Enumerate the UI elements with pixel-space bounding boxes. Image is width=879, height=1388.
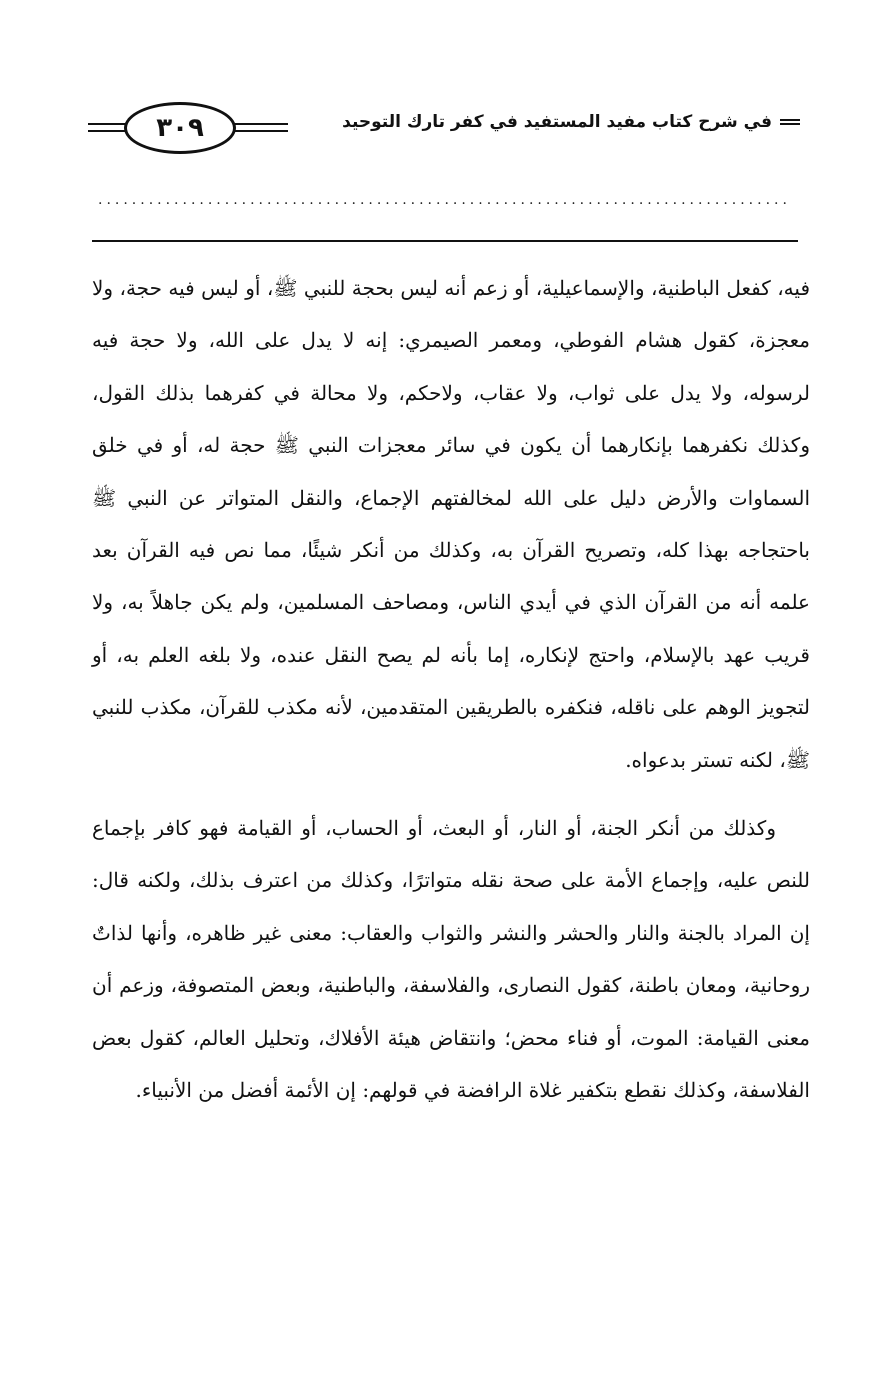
page-number xyxy=(124,102,236,154)
page-number-text: ٣٠٩ xyxy=(156,113,204,143)
body-text xyxy=(92,262,810,1117)
separator-line xyxy=(92,240,798,242)
paragraph-2: وكذلك من أنكر الجنة، أو النار، أو البعث، أو الحساب، أو القيامة فهو كافر بإجماع للنص عليه، وإجماع الأمة على صحة نقله متواترًا، وكذلك من اعترف بذلك، ولكنه قال: إن المراد بالجنة والنار والحشر والنشر والثواب والعقاب: معنى غير ظاهره، وأنها لذاتٌ روحانية، ومعان باطنة، كقول النصارى، والفلاسفة، والباطنية، وبعض المتصوفة، وزعم أن معنى القيامة: الموت، أو فناء محض؛ وانتقاض هيئة الأفلاك، وتحليل العالم، كقول بعض الفلاسفة، وكذلك نقطع بتكفير غلاة الرافضة في قولهم: إن الأئمة أفضل من الأنبياء. xyxy=(92,816,810,1103)
paragraph-1: فيه، كفعل الباطنية، والإسماعيلية، أو زعم أنه ليس بحجة للنبي ﷺ، أو ليس فيه حجة، ولا معجزة، كقول هشام الفوطي، ومعمر الصيمري: إنه لا يدل على الله، ولا حجة فيه لرسوله، ولا يدل على ثواب، ولا عقاب، ولاحكم، ولا محالة في كفرهما بذلك القول، وكذلك نكفرهما بإنكارهما أن يكون في سائر معجزات النبي ﷺ حجة له، أو في خلق السماوات والأرض دليل على الله لمخالفتهم الإجماع، والنقل المتواتر عن النبي ﷺ باحتجاجه بهذا كله، وتصريح القرآن به، وكذلك من أنكر شيئًا، مما نص فيه القرآن بعد علمه أنه من القرآن الذي في أيدي الناس، ومصاحف المسلمين، ولم يكن جاهلاً به، ولا قريب عهد بالإسلام، واحتج لإنكاره، إما بأنه لم يصح النقل عنده، ولا بلغه العلم به، أو لتجويز الوهم على ناقله، فنكفره بالطريقين المتقدمين، لأنه مكذب للقرآن، مكذب للنبي ﷺ، لكنه تستر بدعواه. xyxy=(92,276,811,772)
double-dash-mark-icon xyxy=(780,119,800,125)
running-header-title: في شرح كتاب مفيد المستفيد في كفر تارك التوحيد xyxy=(342,112,772,132)
page-header xyxy=(88,92,800,162)
footnote-dotted-line: .................................................................................. xyxy=(98,192,791,208)
running-header xyxy=(342,112,800,132)
